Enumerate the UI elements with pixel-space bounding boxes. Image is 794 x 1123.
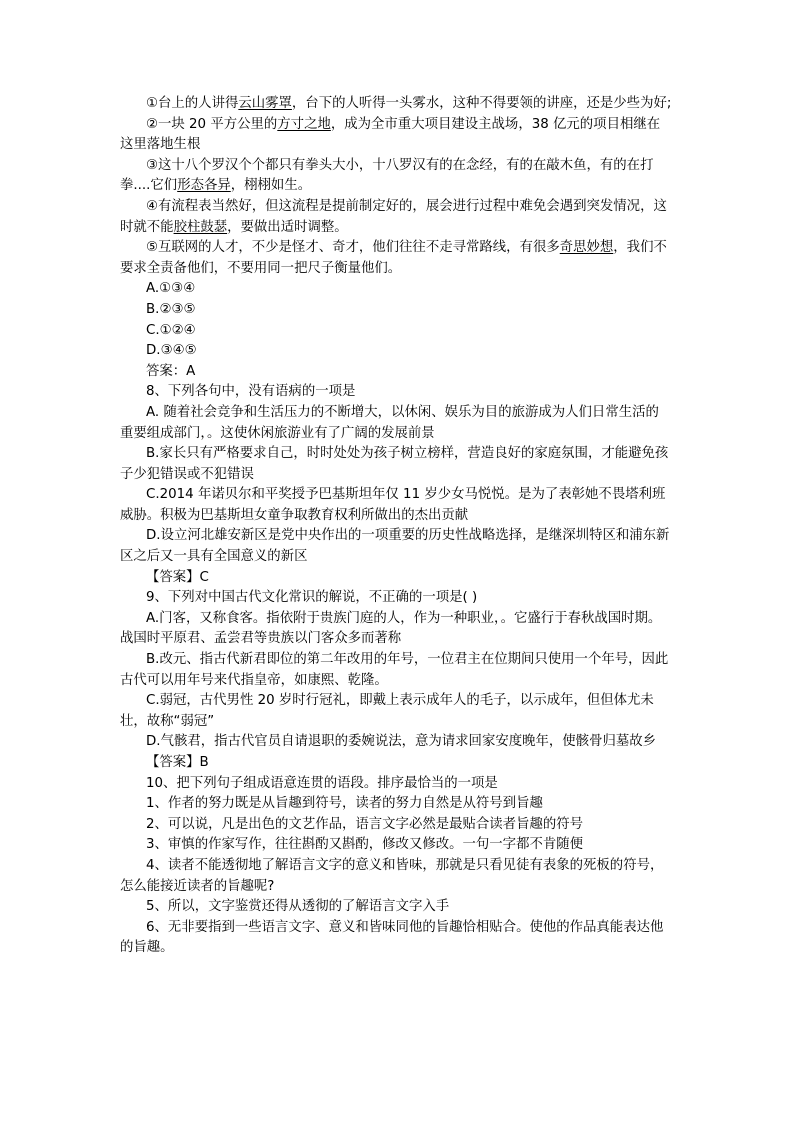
q9-option-d: D.气骸君，指古代官员自请退职的委婉说法，意为请求回家安度晚年，使骸骨归墓故乡 — [146, 734, 657, 750]
q9-stem: 9、下列对中国古代文化常识的解说，不正确的一项是( ) — [146, 590, 478, 606]
q7-item-5-rest: ，我们不要求全责备他们，不要用同一把尺子衡量他们。 — [120, 240, 667, 276]
q7-item-5-idiom: 奇思妙想 — [559, 240, 614, 256]
q10-stem: 10、把下列句子组成语意连贯的语段。排序最恰当的一项是 — [146, 775, 498, 791]
q8-option-c: C.2014 年诺贝尔和平奖授予巴基斯坦年仅 11 岁少女马悦悦。是为了表彰她不畏塔利班威胁。积极为巴基斯坦女童争取教育权利所做出的杰出贡献 — [120, 487, 666, 523]
q10-sentence-5: 5、所以，文字鉴赏还得从透彻的了解语言文字入手 — [146, 899, 450, 915]
q7-item-3-idiom: 形态各异 — [177, 178, 231, 194]
q10-sentence-3: 3、审慎的作家写作，往往斟酌又斟酌，修改又修改。一句一字都不肯随便 — [146, 837, 584, 853]
question-10-block — [120, 774, 672, 959]
q7-item-5 — [120, 238, 672, 279]
q7-item-1 — [120, 94, 672, 115]
q7-item-1-idiom: 云山雾罩 — [238, 96, 292, 111]
q7-item-3-rest: ，栩栩如生。 — [230, 178, 312, 194]
q7-option-b: B.②③⑤ — [146, 301, 196, 317]
q7-item-4-rest: ，要做出适时调整。 — [227, 219, 348, 235]
q9-option-a: A.门客，又称食客。指依附于贵族门庭的人，作为一种职业，。它盛行于春秋战国时期。战国时平原君、孟尝君等贵族以门客众多而著称 — [120, 610, 662, 647]
document-page — [120, 94, 672, 959]
q8-stem: 8、下列各句中，没有语病的一项是 — [146, 384, 356, 400]
q7-item-3-text: ③这十八个罗汉个个都只有拳头大小，十八罗汉有的在念经，有的在敲木鱼，有的在打拳....它们 — [120, 157, 654, 194]
q10-sentence-4: 4、读者不能透彻地了解语言文字的意义和皆味，那就是只看见徒有表象的死板的符号，怎么能接近读者的旨趣呢? — [120, 857, 664, 894]
q8-option-a: A. 随着社会竞争和生活压力的不断增大，以休闲、娱乐为目的旅游成为人们日常生活的重要组成部门，。这使休闲旅游业有了广阔的发展前景 — [120, 404, 659, 441]
q7-option-c: C.①②④ — [146, 322, 196, 338]
q9-answer: 【答案】B — [146, 755, 209, 770]
question-8-block — [120, 382, 672, 588]
q9-option-c: C.弱冠，古代男性 20 岁时行冠礼，即戴上表示成年人的毛子，以示成年，但但体尤未壮，故称“弱冠” — [120, 693, 654, 729]
q10-sentence-1: 1、作者的努力既是从旨趣到符号，读者的努力自然是从符号到旨趣 — [146, 796, 543, 812]
q7-option-d: D.③④⑤ — [146, 343, 197, 359]
q10-sentence-2: 2、可以说，凡是出色的文艺作品，语言文字必然是最贴合读者旨趣的符号 — [146, 816, 584, 832]
q7-item-4 — [120, 197, 672, 238]
q7-item-3 — [120, 156, 672, 197]
question-9-block — [120, 588, 672, 773]
q7-item-2-text: ②一块 20 平方公里的 — [146, 116, 278, 132]
q7-item-2-idiom: 方寸之地 — [277, 116, 331, 132]
q7-item-4-idiom: 胶柱鼓瑟 — [173, 219, 228, 235]
q7-item-5-text: ⑤互联网的人才，不少是怪才、奇才，他们往往不走寻常路线，有很多 — [146, 240, 560, 256]
q7-item-2-rest: ，成为全市重大项目建设主战场，38 亿元的项目相继在这里落地生根 — [120, 116, 661, 153]
q7-answer: 答案：A — [146, 363, 196, 379]
q7-item-4-text: ④有流程表当然好，但这流程是提前制定好的，展会进行过程中难免会遇到突发情况，这时就不能 — [120, 198, 667, 235]
q9-option-b: B.改元、指古代新君即位的第二年改用的年号，一位君主在位期间只使用一个年号，因此古代可以用年号来代指皇帝，如康熙、乾隆。 — [120, 652, 669, 688]
q8-option-d: D.设立河北雄安新区是党中央作出的一项重要的历史性战略选择，是继深圳特区和浦东新区之后又一具有全国意义的新区 — [120, 528, 670, 565]
q7-item-1-text: ①台上的人讲得 — [146, 96, 239, 111]
question-7-block — [120, 94, 672, 382]
q8-answer: 【答案】C — [146, 569, 209, 585]
q7-option-a: A.①③④ — [146, 281, 196, 297]
q7-item-2 — [120, 115, 672, 156]
q7-item-1-rest: ，台下的人听得一头雾水，这种不得要领的讲座，还是少些为好; — [291, 96, 672, 111]
q8-option-b: B.家长只有严格要求自己，时时处处为孩子树立榜样，营造良好的家庭氛围，才能避免孩子少犯错误或不犯错误 — [120, 446, 669, 482]
q10-sentence-6: 6、无非要指到一些语言文字、意义和皆味同他的旨趣恰相贴合。使他的作品真能表达他的旨趣。 — [120, 919, 664, 956]
